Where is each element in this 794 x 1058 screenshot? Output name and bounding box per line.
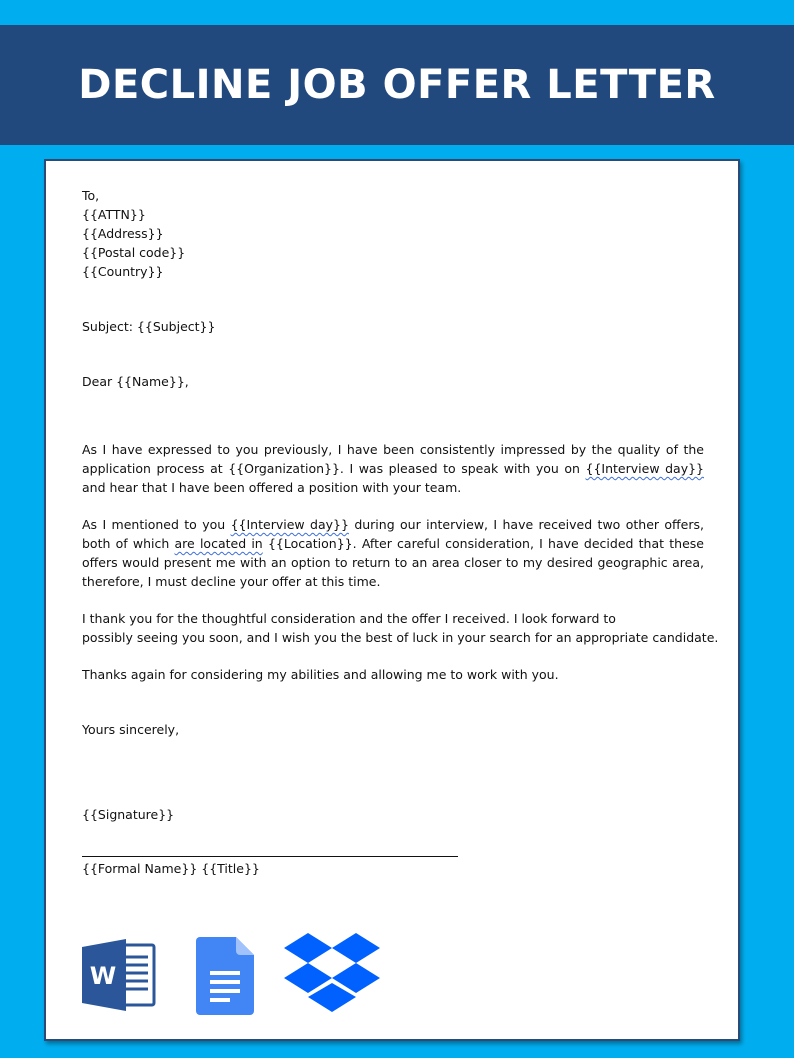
salutation: Dear {{Name}}, [82,374,189,389]
signature-line [82,856,458,857]
placeholder-interview-day: {{Interview day}} [230,517,349,532]
formal-name: {{Formal Name}} {{Title}} [82,861,260,876]
paragraph-4: Thanks again for considering my abilities and allowing me to work with you. [82,667,559,682]
letter-body [82,186,719,878]
paragraph-1: As I have expressed to you previously, I have been consistently impressed by the quality of the application process at {{Organization}}. I was pleased to speak with you on {{Interview day}} and hear that I have been offered a position with your team. [82,442,704,495]
paragraph-2: As I mentioned to you {{Interview day}} during our interview, I have received two other offers, both of which are located in {{Location}}. After careful consideration, I have decided that these offers would present me with an option to return to an area closer to my desired geographic area, therefore, I must decline your offer at this time. [82,517,704,589]
grammar-flag: are located in [174,536,263,551]
signature-placeholder: {{Signature}} [82,807,175,822]
page-title: DECLINE JOB OFFER LETTER [78,62,716,108]
recipient-address [82,186,704,281]
title-banner [0,25,794,145]
address-line: {{ATTN}} [82,207,146,222]
svg-text:W: W [89,962,117,990]
address-line: To, [82,188,100,203]
paragraph-3: I thank you for the thoughtful consideration and the offer I received. I look forward to possibly seeing you soon, and I wish you the best of luck in your search for an appropriate candidate. [82,611,719,645]
app-icons [82,933,402,1023]
google-docs-icon[interactable] [196,937,254,1020]
subject-line: Subject: {{Subject}} [82,319,216,334]
address-line: {{Country}} [82,264,164,279]
address-line: {{Address}} [82,226,164,241]
word-icon[interactable] [82,939,158,1016]
closing: Yours sincerely, [82,722,180,737]
placeholder-interview-day: {{Interview day}} [585,461,704,476]
letter-sheet [44,159,740,1041]
dropbox-icon[interactable] [284,933,380,1026]
address-line: {{Postal code}} [82,245,186,260]
